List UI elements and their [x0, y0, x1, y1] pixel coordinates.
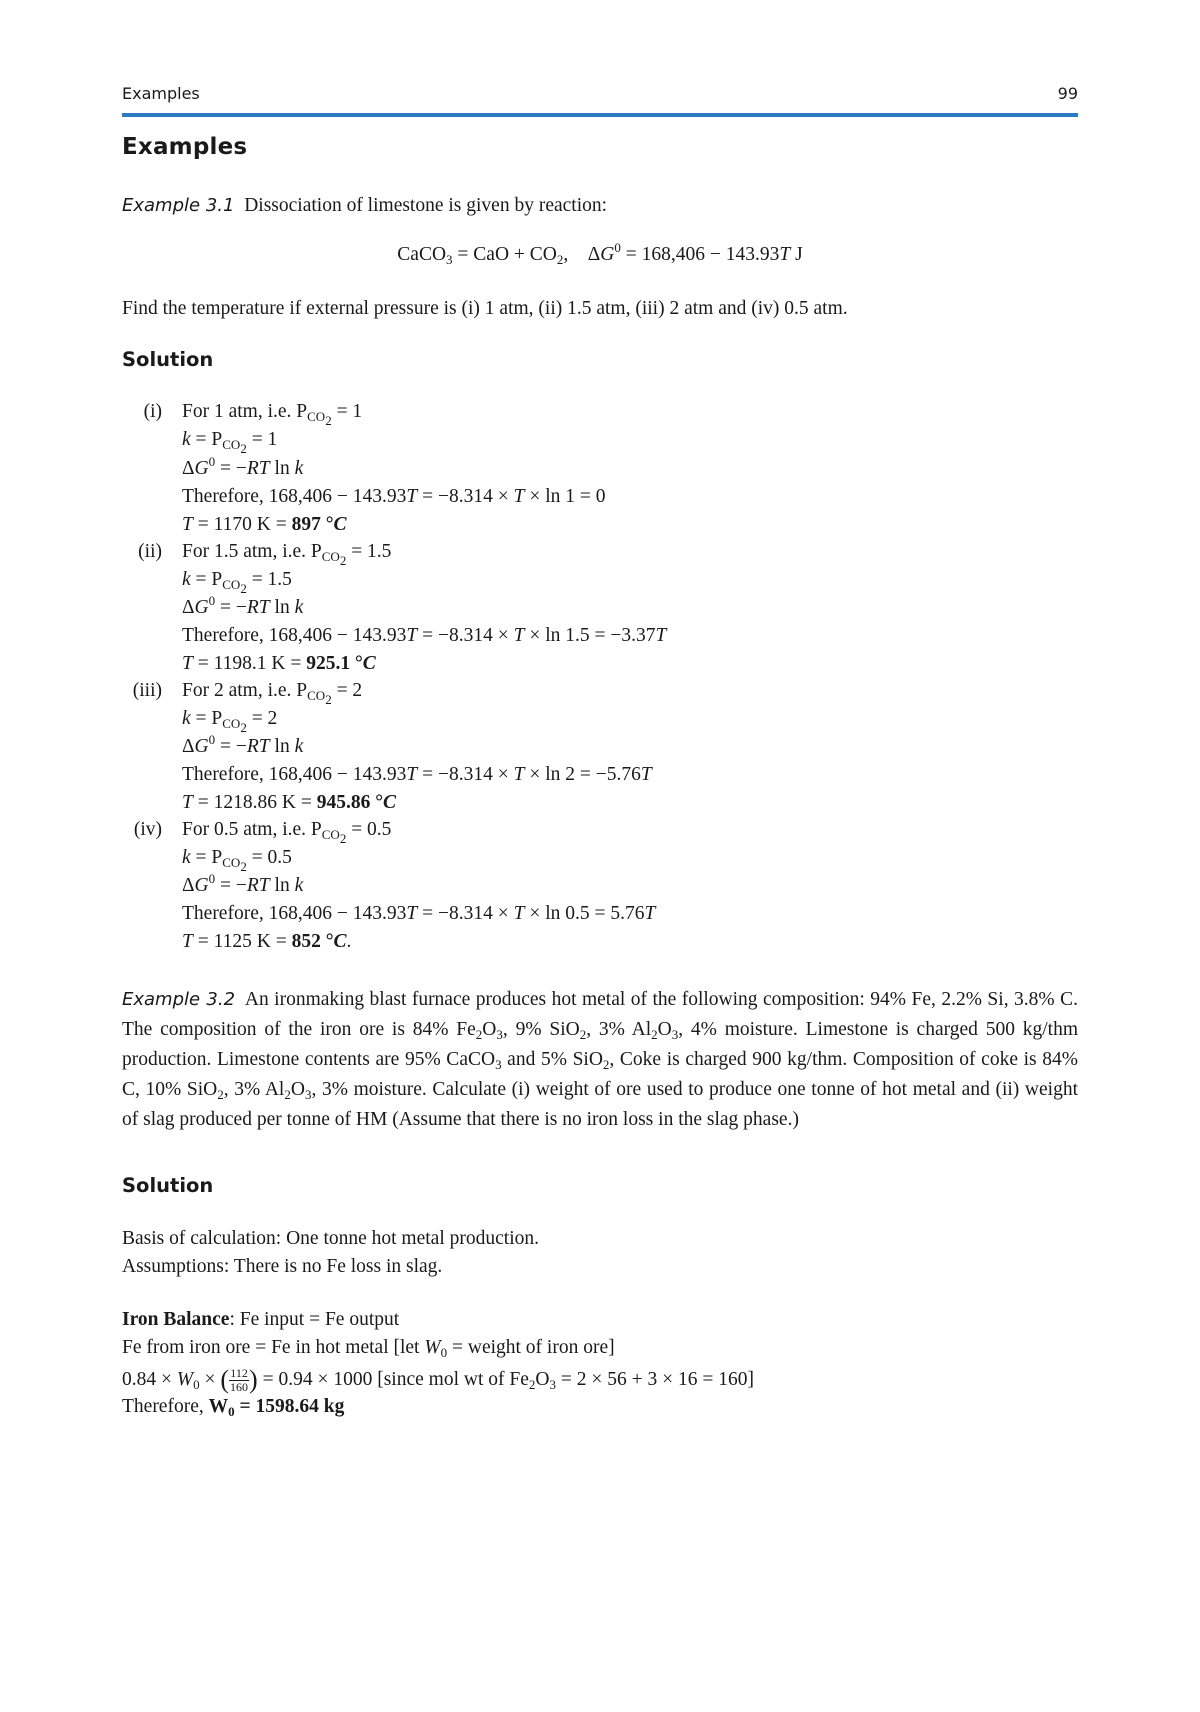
case-number: (i) — [143, 401, 162, 422]
case-number: (iii) — [132, 680, 162, 701]
case-line: $k = P_{CO_2} = 0.5$ — [182, 847, 292, 874]
mass-balance-equation: $0.84 \times W_0$ × ( $\frac{112}{160}$ ) = 0.94 × 1000 [since mol wt of $Fe_2O_3 = 2 \times 56 + 3 \times 16 = 160$] — [122, 1365, 754, 1395]
example-text: Dissociation of limestone is given by reaction: — [244, 195, 608, 216]
example-question: Find the temperature if external pressure is (i) 1 atm, (ii) 1.5 atm, (iii) 2 atm and (iv) 0.5 atm. — [122, 298, 848, 319]
case-result: T = 1218.86 K = 945.86 °C — [182, 792, 397, 813]
result-line — [122, 1396, 344, 1418]
page-number: 99 — [1057, 84, 1078, 103]
case-line: For 1 atm, i.e. $P_{CO_2} = 1$ — [182, 401, 363, 428]
case-line: $\Delta G^0 = -RT$ ln k — [182, 871, 304, 896]
case-result: T = 1125 K = 852 °C. — [182, 931, 352, 952]
case-line: $k = P_{CO_2} = 1$ — [182, 429, 278, 456]
case-number: (iv) — [133, 819, 162, 840]
assumptions: Assumptions: There is no Fe loss in slag. — [122, 1256, 443, 1277]
iron-balance — [122, 1309, 399, 1331]
case-line: Therefore, 168,406 − 143.93T = −8.314 × T × ln 1 = 0 — [182, 486, 606, 507]
example-3-1-statement — [122, 191, 1078, 221]
case-line: For 0.5 atm, i.e. $P_{CO_2} = 0.5$ — [182, 819, 392, 846]
case-line: $\Delta G^0 = -RT$ ln k — [182, 454, 304, 479]
reaction-equation: CaCO$_3$ = CaO + $CO_2$, $\Delta G^0 = 168,406 - 143.93T$ J — [397, 240, 803, 267]
iron-balance-label: Iron Balance — [122, 1309, 230, 1330]
example-label: Example 3.2 — [122, 989, 236, 1010]
example-3-2-statement: Example 3.2 An ironmaking blast furnace produces hot metal of the following composition: 94% Fe, 2.2% Si, 3.8% C. The composition of the iron ore is 84% $Fe_2O_3$, 9% SiO$_2$, 3% $Al_2O_3$, 4% moisture. Limestone is charged 500 kg/thm production. Limestone contents are 95% CaCO$_3$ and 5% SiO$_2$, Coke is charged 900 kg/thm. Composition of coke is 84% C, 10% SiO$_2$, 3% $Al_2O_3$, 3% moisture. Calculate (i) weight of ore used to produce one tonne of hot metal and (ii) weight of slag produced per tonne of HM (Assume that there is no iron loss in the slag phase.) — [122, 989, 1079, 1130]
basis-of-calculation: Basis of calculation: One tonne hot metal production. — [122, 1228, 539, 1249]
case-line: Therefore, 168,406 − 143.93T = −8.314 × T × ln 0.5 = 5.76T — [182, 903, 656, 924]
case-number: (ii) — [138, 541, 162, 562]
case-line: $k = P_{CO_2} = 2$ — [182, 708, 278, 735]
iron-balance-text: : Fe input = Fe output — [229, 1309, 400, 1330]
solution-heading: Solution — [122, 1174, 214, 1197]
result-value: $W_0 = 1598.64$ kg — [208, 1396, 345, 1419]
case-result: T = 1198.1 K = 925.1 °C — [182, 653, 376, 674]
case-result: T = 1170 K = 897 °C — [182, 514, 347, 535]
case-line: $k = P_{CO_2} = 1.5$ — [182, 569, 292, 596]
running-header-title: Examples — [122, 84, 200, 103]
example-label: Example 3.1 — [122, 195, 235, 216]
section-title: Examples — [122, 134, 248, 160]
case-line: For 2 atm, i.e. $P_{CO_2} = 2$ — [182, 680, 363, 707]
case-line: Therefore, 168,406 − 143.93T = −8.314 × T × ln 1.5 = −3.37T — [182, 625, 667, 646]
fe-line: Fe from iron ore = Fe in hot metal [let $W_0$ = weight of iron ore] — [122, 1337, 615, 1360]
solution-heading: Solution — [122, 348, 214, 371]
header-rule — [122, 113, 1078, 117]
case-line: $\Delta G^0 = -RT$ ln k — [182, 593, 304, 618]
case-line: $\Delta G^0 = -RT$ ln k — [182, 732, 304, 757]
case-line: For 1.5 atm, i.e. $P_{CO_2} = 1.5$ — [182, 541, 392, 568]
case-line: Therefore, 168,406 − 143.93T = −8.314 × T × ln 2 = −5.76T — [182, 764, 652, 785]
result-prefix: Therefore, — [122, 1396, 209, 1417]
